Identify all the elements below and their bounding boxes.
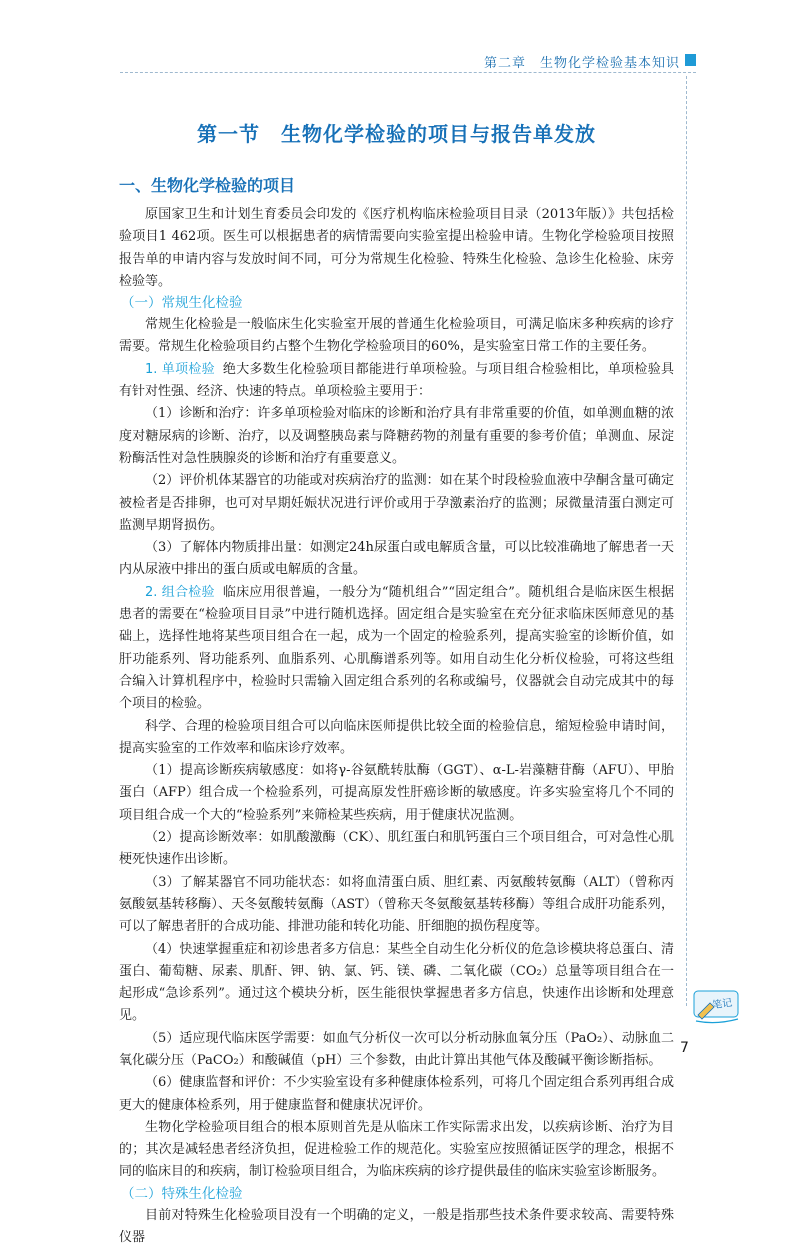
heading-level-2: （二）特殊生化检验 [121, 1185, 243, 1202]
chapter-title: 第二章 生物化学检验基本知识 [483, 56, 680, 71]
section-title: 第一节 生物化学检验的项目与报告单发放 [197, 122, 596, 146]
paragraph: （2）评价机体某器官的功能或对疾病治疗的监测：如在某个时段检验血液中孕酮含量可确定被检者是否排卵，也可对早期妊娠状况进行评价或用于孕激素治疗的监测；尿微量清蛋白测定可监测早期肾损伤。 [119, 473, 674, 533]
page-header [0, 52, 800, 76]
paragraph-text: 临床应用很普遍，一般分为“随机组合”“固定组合”。随机组合是临床医生根据患者的需要在“检验项目目录”中进行随机选择。固定组合是实验室在充分征求临床医师意见的基础上，选择性地将某些项目组合在一起，成为一个固定的检验系列，提高实验室的诊断价值，如肝功能系列、肾功能系列、血脂系列、心肌酶谱系列等。如用自动生化分析仪检验，可将这些组合编入计算机程序中，检验时只需输入固定组合系列的名称或编号，仪器就会自动完成其中的每个项目的检验。 [119, 584, 674, 712]
runin-heading: 2. 组合检验 [145, 584, 215, 600]
heading-level-1: 一、生物化学检验的项目 [119, 176, 296, 195]
paragraph: （1）提高诊断疾病敏感度：如将γ-谷氨酰转肽酶（GGT）、α-L-岩藻糖苷酶（AFU）、甲胎蛋白（AFP）组合成一个检验系列，可提高原发性肝癌诊断的敏感度。许多实验室将几个不同的项目组合成一个大的“检验系列”来筛检某些疾病，用于健康状况监测。 [119, 763, 674, 823]
paragraph: （2）提高诊断效率：如肌酸激酶（CK）、肌红蛋白和肌钙蛋白三个项目组合，可对急性心肌梗死快速作出诊断。 [119, 830, 674, 868]
paragraph: （5）适应现代临床医学需要：如血气分析仪一次可以分析动脉血氧分压（PaO₂）、动脉血二氧化碳分压（PaCO₂）和酸碱值（pH）三个参数，由此计算出其他气体及酸碱平衡诊断指标。 [119, 1030, 674, 1068]
header-color-bar [685, 54, 696, 66]
paragraph: （6）健康监督和评价：不少实验室设有多种健康体检系列，可将几个固定组合系列再组合成更大的健康体检系列，用于健康监督和健康状况评价。 [119, 1075, 674, 1113]
paragraph: 目前对特殊生化检验项目没有一个明确的定义，一般是指那些技术条件要求较高、需要特殊仪器 [119, 1207, 674, 1246]
paragraph: （1）诊断和治疗：许多单项检验对临床的诊断和治疗具有非常重要的价值，如单测血糖的浓度对糖尿病的诊断、治疗，以及调整胰岛素与降糖药物的剂量有重要的参考价值；单测血、尿淀粉酶活性对急性胰腺炎的诊断和治疗有重要意义。 [119, 406, 674, 466]
paragraph: （3）了解体内物质排出量：如测定24h尿蛋白或电解质含量，可以比较准确地了解患者一天内从尿液中排出的蛋白质或电解质的含量。 [119, 540, 674, 578]
margin-divider [686, 76, 687, 1006]
heading-level-2: （一）常规生化检验 [121, 295, 243, 312]
paragraph: （4）快速掌握重症和初诊患者多方信息：某些全自动生化分析仪的危急诊模块将总蛋白、清蛋白、葡萄糖、尿素、肌酐、钾、钠、氯、钙、镁、磷、二氧化碳（CO₂）总量等项目组合在一起形成“急诊系列”。通过这个模块分析，医生能很快掌握患者多方信息，快速作出诊断和处理意见。 [119, 941, 674, 1024]
header-divider [120, 72, 696, 73]
paragraph [119, 359, 674, 404]
paragraph: 科学、合理的检验项目组合可以向临床医师提供比较全面的检验信息，缩短检验申请时间，提高实验室的工作效率和临床诊疗效率。 [119, 718, 674, 756]
runin-heading: 1. 单项检验 [145, 361, 215, 377]
paragraph [119, 582, 674, 716]
notes-graphic [690, 985, 744, 1027]
paragraph: （3）了解某器官不同功能状态：如将血清蛋白质、胆红素、丙氨酸转氨酶（ALT）（曾称丙氨酸氨基转移酶）、天冬氨酸转氨酶（AST）（曾称天冬氨酸氨基转移酶）等组合成肝功能系列，可以了解患者肝的合成功能、排泄功能和转化功能、肝细胞的损伤程度等。 [119, 874, 674, 935]
paragraph-text: 绝大多数生化检验项目都能进行单项检验。与项目组合检验相比，单项检验具有针对性强、经济、快速的特点。单项检验主要用于： [119, 361, 674, 400]
page-number: 7 [680, 1040, 689, 1056]
paragraph: 常规生化检验是一般临床生化实验室开展的普通生化检验项目，可满足临床多种疾病的诊疗需要。常规生化检验项目约占整个生物化学检验项目的60%，是实验室日常工作的主要任务。 [119, 317, 674, 355]
notes-label: 笔记 [711, 997, 733, 1012]
paragraph: 原国家卫生和计划生育委员会印发的《医疗机构临床检验项目目录（2013年版）》共包括检验项目1 462项。医生可以根据患者的病情需要向实验室提出检验申请。生物化学检验项目按照报告单的申请内容与发放时间不同，可分为常规生化检验、特殊生化检验、急诊生化检验、床旁检验等。 [119, 207, 674, 289]
main-content [119, 110, 674, 1249]
paragraph: 生物化学检验项目组合的根本原则首先是从临床工作实际需求出发，以疾病诊断、治疗为目的；其次是减轻患者经济负担，促进检验工作的规范化。实验室应按照循证医学的理念，根据不同的临床目的和疾病，制订检验项目组合，为临床疾病的诊疗提供最佳的临床实验室诊断服务。 [119, 1119, 674, 1180]
